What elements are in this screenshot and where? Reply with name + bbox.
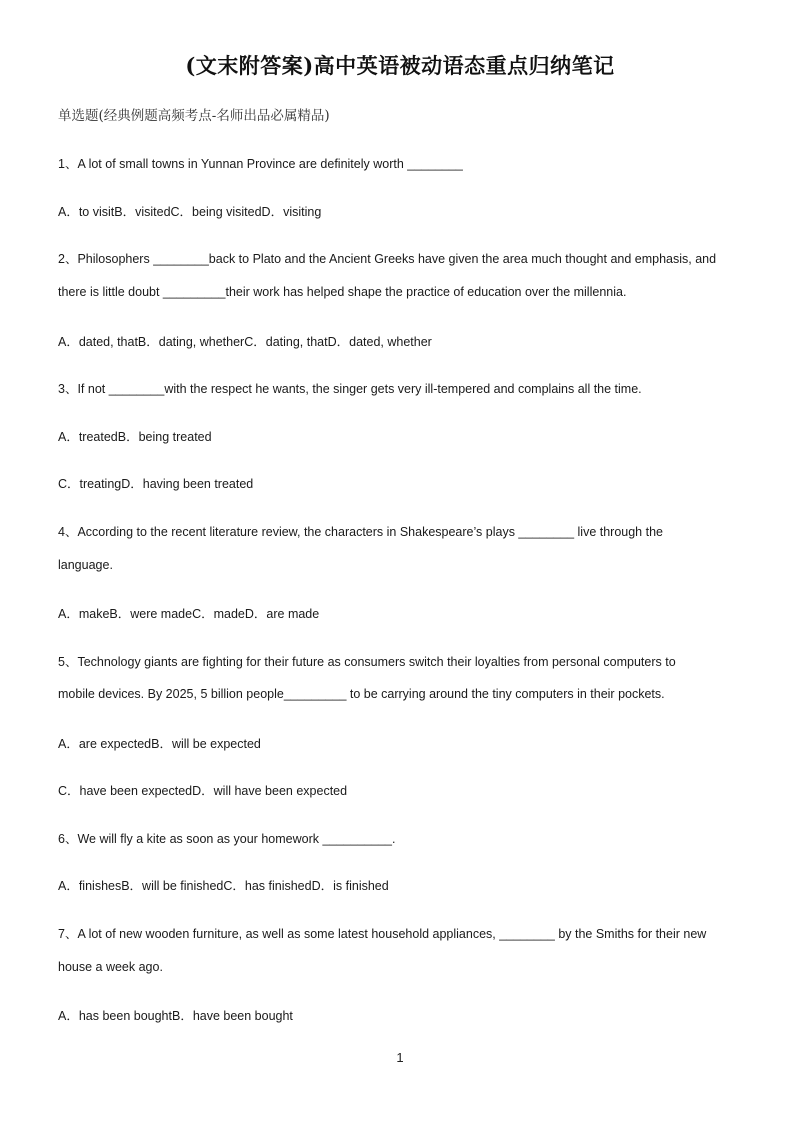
question-5-options-b: C．have been expectedD．will have been expected: [58, 784, 348, 798]
question-7-text-cont: house a week ago.: [58, 960, 163, 974]
question-1-options: A．to visitB．visitedC．being visitedD．visiting: [58, 205, 322, 219]
page-number: 1: [396, 1050, 404, 1065]
question-5-text: 5、Technology giants are fighting for their future as consumers switch their loyalties from personal computers to: [58, 655, 676, 669]
question-3-options-b: C．treatingD．having been treated: [58, 477, 254, 491]
question-5-options-a: A．are expectedB．will be expected: [58, 737, 261, 751]
document-title: (文末附答案)高中英语被动语态重点归纳笔记: [185, 53, 615, 78]
question-6-text: 6、We will fly a kite as soon as your homework __________.: [58, 832, 396, 846]
question-4-options: A．makeB．were madeC．madeD．are made: [58, 607, 320, 621]
question-5-text-cont: mobile devices. By 2025, 5 billion people_________ to be carrying around the tiny computers in their pockets.: [58, 687, 665, 701]
question-2-text: 2、Philosophers ________back to Plato and the Ancient Greeks have given the area much thought and emphasis, and: [58, 252, 717, 266]
question-3-options-a: A．treatedB．being treated: [58, 430, 212, 444]
question-6-options: A．finishesB．will be finishedC．has finishedD．is finished: [58, 879, 389, 893]
question-2-options: A．dated, thatB．dating, whetherC．dating, thatD．dated, whether: [58, 335, 432, 349]
question-4-text-cont: language.: [58, 558, 113, 572]
section-heading: 单选题(经典例题高频考点-名师出品必属精品): [58, 108, 330, 124]
question-1-text: 1、A lot of small towns in Yunnan Province are definitely worth ________: [58, 157, 463, 171]
question-7-text: 7、A lot of new wooden furniture, as well as some latest household appliances, ________ by the Smiths for their new: [58, 927, 707, 941]
question-2-text-cont: there is little doubt _________their work has helped shape the practice of education over the millennia.: [58, 285, 627, 299]
question-3-text: 3、If not ________with the respect he wants, the singer gets very ill-tempered and complains all the time.: [58, 382, 642, 396]
question-4-text: 4、According to the recent literature review, the characters in Shakespeare’s plays ________ live through the: [58, 525, 663, 539]
question-7-options: A．has been boughtB．have been bought: [58, 1009, 293, 1023]
